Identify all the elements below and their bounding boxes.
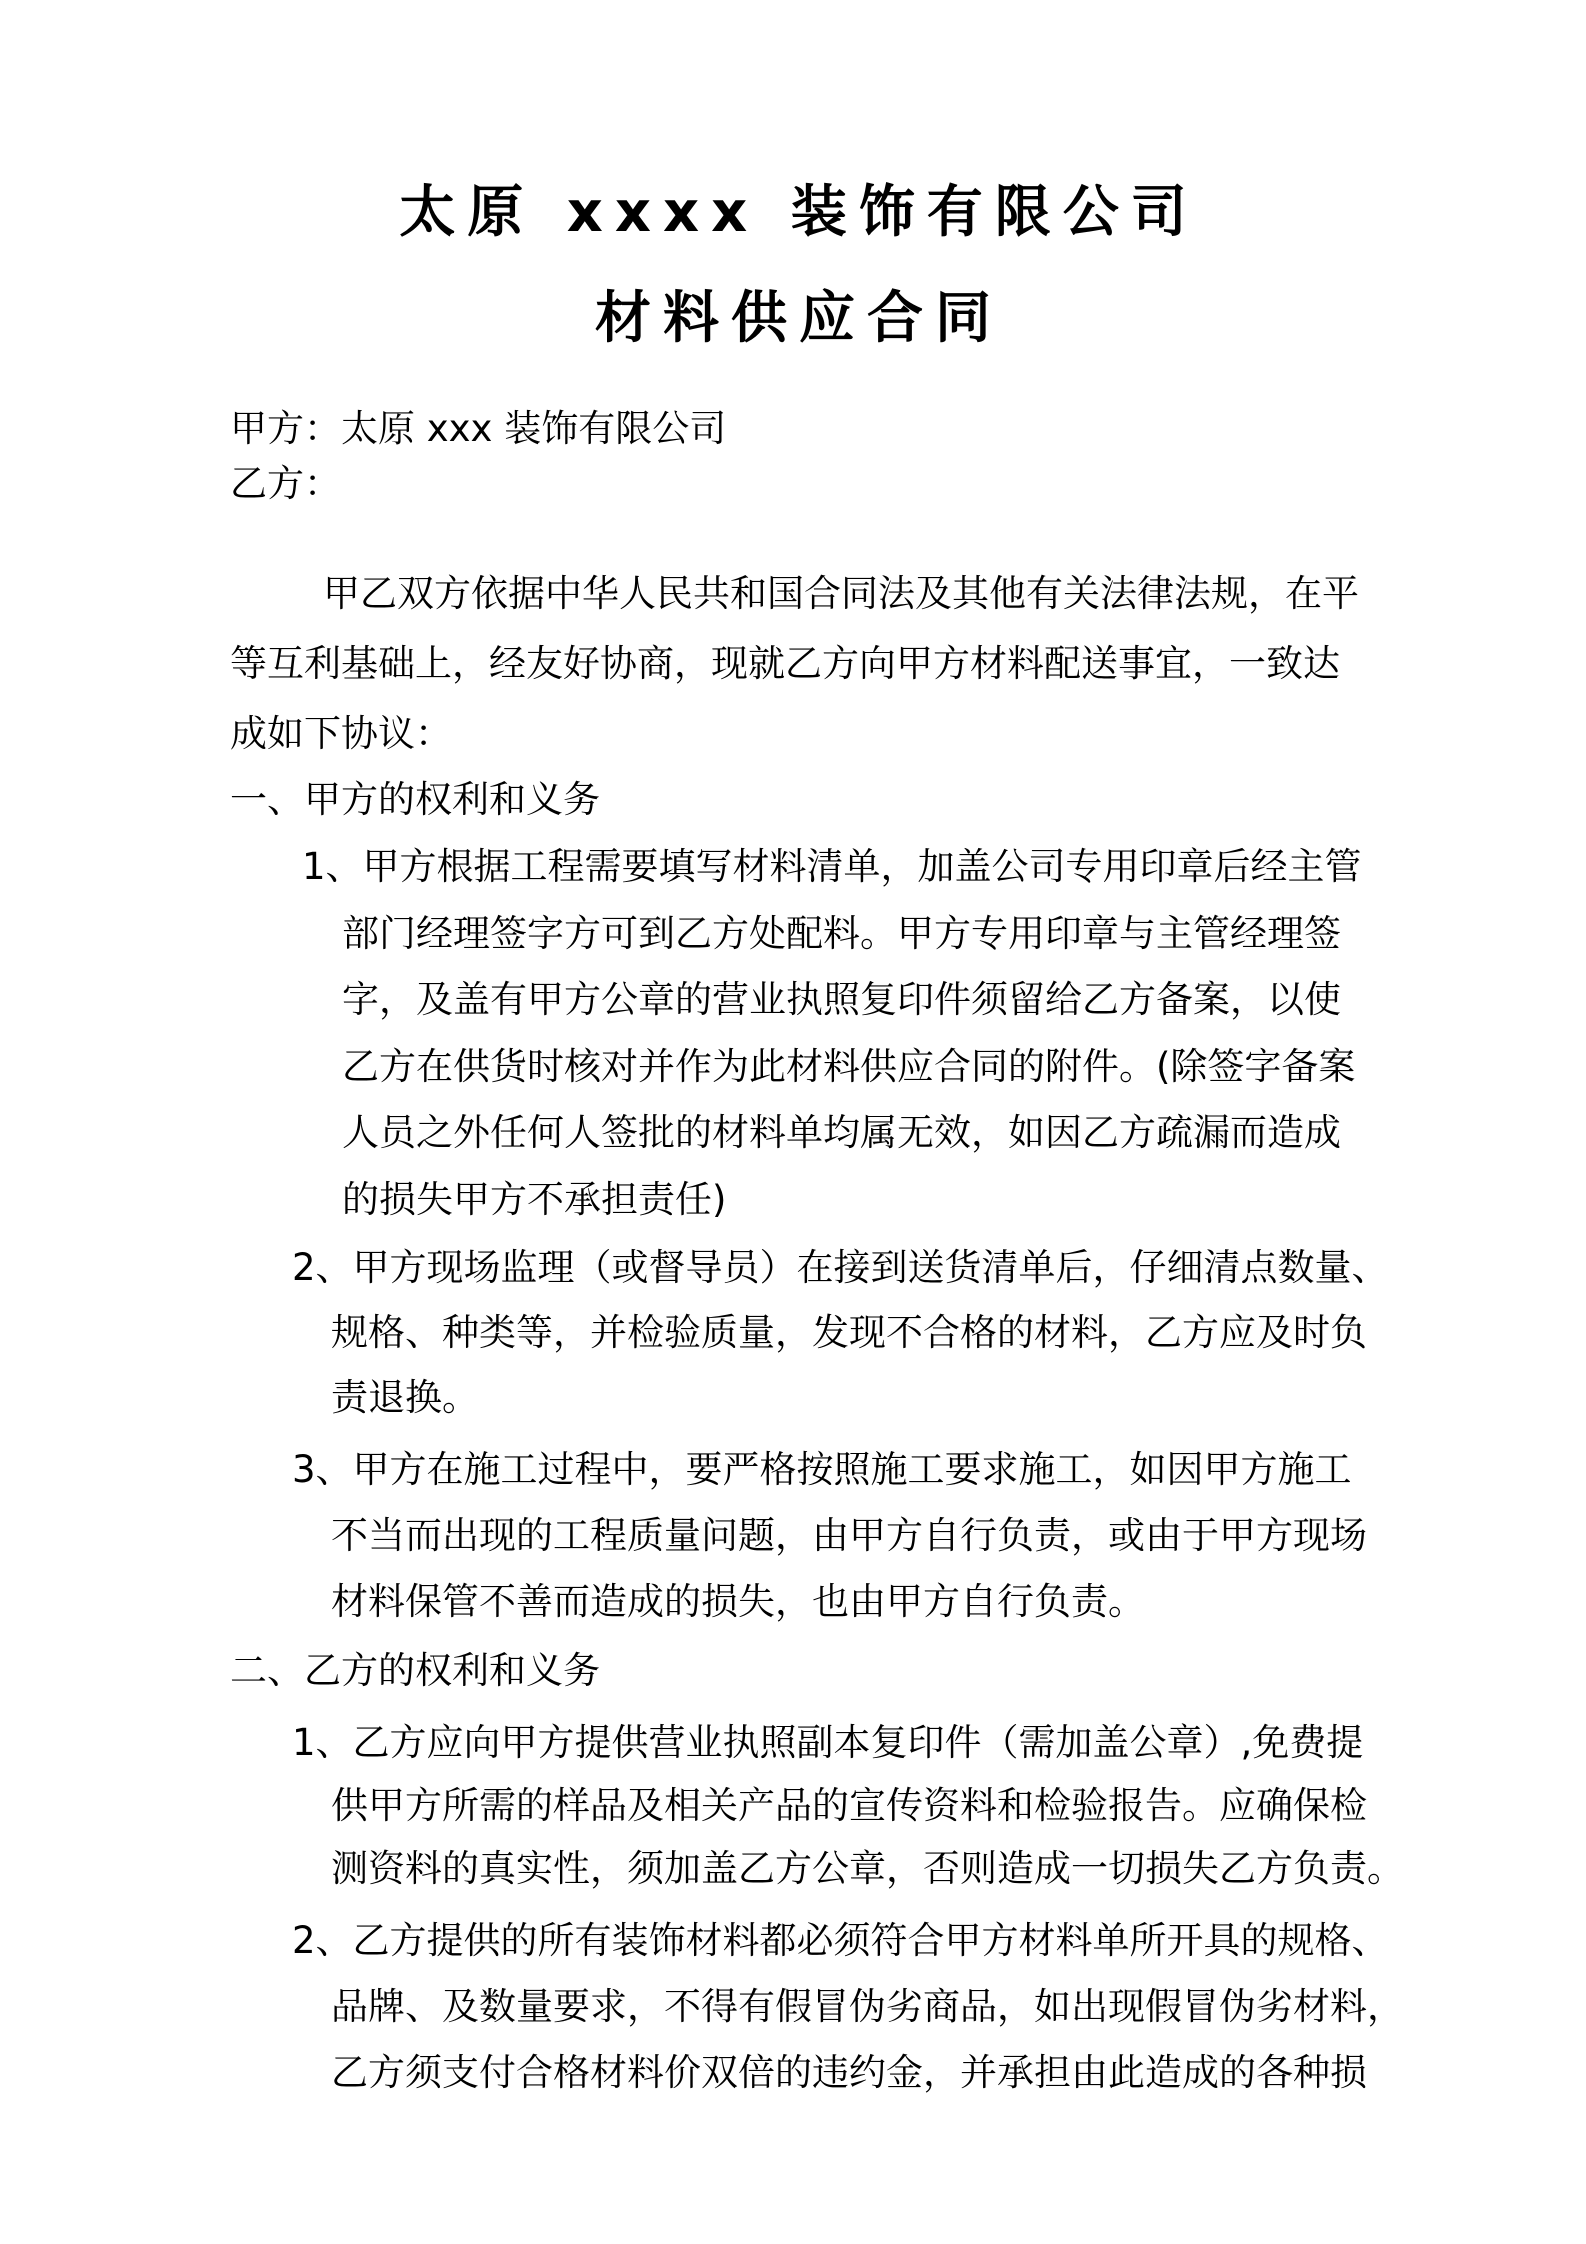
- clause-line: 规格、种类等，并检验质量，发现不合格的材料，乙方应及时负: [331, 1311, 1367, 1354]
- clause-item: [292, 1908, 1404, 2106]
- document-subtitle: 材料供应合同: [595, 286, 1003, 351]
- preamble-paragraph: [230, 559, 1359, 769]
- preamble-line: 成如下协议：: [230, 712, 452, 755]
- clause-line: 材料保管不善而造成的损失，也由甲方自行负责。: [331, 1580, 1145, 1623]
- section-heading-party-b: 二、乙方的权利和义务: [230, 1649, 600, 1692]
- clause-line: 供甲方所需的样品及相关产品的宣传资料和检验报告。应确保检: [331, 1784, 1367, 1827]
- preamble-line: 甲乙双方依据中华人民共和国合同法及其他有关法律法规，在平: [323, 572, 1359, 615]
- preamble-line: 等互利基础上，经友好协商，现就乙方向甲方材料配送事宜，一致达: [230, 642, 1340, 685]
- section-heading-party-a: 一、甲方的权利和义务: [230, 778, 600, 821]
- parties-block: [230, 401, 726, 511]
- clause-line: 的损失甲方不承担责任): [342, 1177, 727, 1221]
- party-a: 甲方：太原 xxx 装饰有限公司: [230, 407, 727, 450]
- clause-line: 3、甲方在施工过程中，要严格按照施工要求施工，如因甲方施工: [292, 1448, 1352, 1491]
- clause-item: [302, 834, 1362, 1233]
- clause-line: 2、甲方现场监理（或督导员）在接到送货清单后，仔细清点数量、: [292, 1246, 1389, 1289]
- clause-line: 1、乙方应向甲方提供营业执照副本复印件（需加盖公章）,免费提: [292, 1721, 1364, 1764]
- clause-line: 乙方须支付合格材料价双倍的违约金，并承担由此造成的各种损: [331, 2051, 1367, 2094]
- clause-line: 1、甲方根据工程需要填写材料清单，加盖公司专用印章后经主管: [302, 845, 1362, 888]
- clause-item: [292, 1711, 1404, 1900]
- clause-line: 人员之外任何人签批的材料单均属无效，如因乙方疏漏而造成: [342, 1111, 1341, 1154]
- clause-line: 测资料的真实性，须加盖乙方公章，否则造成一切损失乙方负责。: [331, 1847, 1404, 1890]
- document-title: 太原 xxxx 装饰有限公司: [399, 180, 1199, 245]
- clause-line: 字，及盖有甲方公章的营业执照复印件须留给乙方备案，以使: [342, 978, 1341, 1021]
- party-b: 乙方：: [230, 462, 341, 505]
- clause-item: [292, 1437, 1367, 1635]
- clause-line: 2、乙方提供的所有装饰材料都必须符合甲方材料单所开具的规格、: [292, 1919, 1389, 1962]
- clause-item: [292, 1235, 1389, 1430]
- clause-line: 乙方在供货时核对并作为此材料供应合同的附件。(除签字备案: [342, 1044, 1356, 1088]
- clause-line: 部门经理签字方可到乙方处配料。甲方专用印章与主管经理签: [342, 911, 1341, 955]
- clause-line: 责退换。: [331, 1376, 479, 1419]
- clause-line: 品牌、及数量要求，不得有假冒伪劣商品，如出现假冒伪劣材料，: [331, 1985, 1404, 2028]
- clause-line: 不当而出现的工程质量问题，由甲方自行负责，或由于甲方现场: [331, 1514, 1367, 1557]
